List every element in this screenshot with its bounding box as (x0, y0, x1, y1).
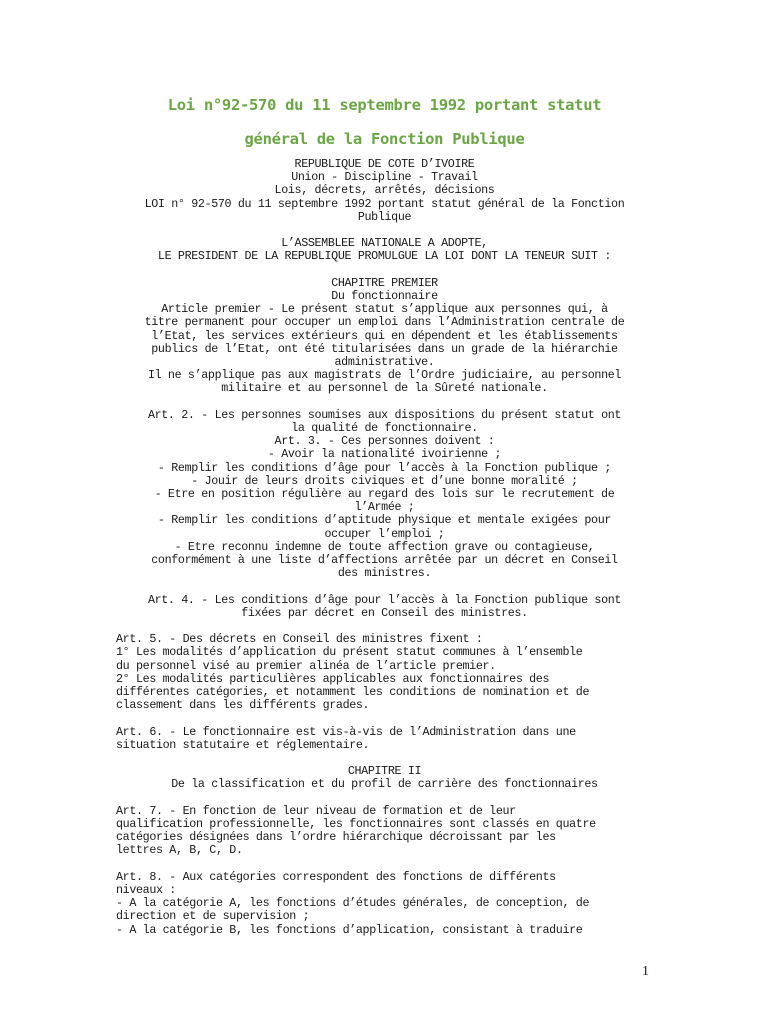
article-line: direction et de supervision ; (116, 909, 310, 924)
page-number: 1 (642, 964, 649, 979)
article-line: Il ne s’applique pas aux magistrats de l’Ordre judiciaire, au personnel (147, 368, 622, 383)
title-line-1: Loi n°92-570 du 11 septembre 1992 portant statut (167, 96, 602, 114)
article-line: fixées par décret en Conseil des ministres. (241, 605, 528, 620)
article-line: Art. 6. - Le fonctionnaire est vis-à-vis de l’Administration dans une (116, 724, 576, 739)
article-line: conformément à une liste d’affections arrêtée par un décret en Conseil (151, 553, 618, 568)
article-line: - Avoir la nationalité ivoirienne ; (267, 447, 502, 462)
article-line: Art. 7. - En fonction de leur niveau de formation et de leur (116, 803, 516, 818)
article-4 (116, 594, 653, 620)
article-line: différentes catégories, et notamment les conditions de nomination et de (116, 685, 590, 700)
header-line: Union - Discipline - Travail (291, 170, 478, 185)
article-line: Art. 3. - Ces personnes doivent : (274, 434, 495, 449)
article-8 (116, 871, 653, 937)
article-line: du personnel visé au premier alinéa de l’article premier. (116, 658, 496, 673)
article-line: - Etre en position régulière au regard des lois sur le recrutement de (154, 487, 615, 502)
article-line: - Jouir de leurs droits civiques et d’une bonne moralité ; (191, 473, 578, 488)
preamble (116, 237, 653, 263)
chapter-heading: CHAPITRE II (347, 764, 422, 779)
article-line: 1° Les modalités d’application du présent statut communes à l’ensemble (116, 645, 583, 660)
article-7 (116, 805, 653, 858)
article-6 (116, 726, 653, 752)
article-line: des ministres. (337, 566, 432, 581)
article-line: Art. 5. - Des décrets en Conseil des ministres fixent : (116, 632, 483, 647)
article-line: administrative. (334, 355, 435, 370)
article-5 (116, 633, 653, 712)
article-line: qualification professionnelle, les fonctionnaires sont classés en quatre (116, 817, 596, 832)
article-line: la qualité de fonctionnaire. (291, 421, 478, 436)
article-line: lettres A, B, C, D. (116, 843, 243, 858)
article-line: classement dans les différents grades. (116, 698, 370, 713)
document-page (116, 88, 653, 937)
article-line: titre permanent pour occuper un emploi dans l’Administration centrale de (144, 315, 625, 330)
chapter-heading: CHAPITRE PREMIER (331, 275, 438, 290)
article-line: Article premier - Le présent statut s’applique aux personnes qui, à (161, 302, 608, 317)
chapter-1 (116, 277, 653, 620)
article-line: l’Etat, les services extérieurs qui en dépendent et les établissements (151, 328, 618, 343)
header-line: REPUBLIQUE DE COTE D’IVOIRE (294, 157, 475, 171)
article-line: occuper l’emploi ; (324, 526, 445, 541)
article-line: - Remplir les conditions d’aptitude physique et mentale exigées pour (157, 513, 612, 528)
article-line: Art. 2. - Les personnes soumises aux dispositions du présent statut ont (147, 407, 622, 422)
article-line: publics de l’Etat, ont été titularisées dans un grade de la hiérarchie (151, 341, 618, 356)
preamble-line: L’ASSEMBLEE NATIONALE A ADOPTE, (281, 236, 488, 251)
chapter-subheading: Du fonctionnaire (331, 289, 438, 303)
article-line: situation statutaire et réglementaire. (116, 737, 370, 752)
chapter-2 (116, 765, 653, 791)
article-line: - A la catégorie B, les fonctions d’application, consistant à traduire (116, 922, 583, 937)
chapter-subheading: De la classification et du profil de carrière des fonctionnaires (171, 777, 598, 792)
republic-header (116, 158, 653, 224)
article-line: - Remplir les conditions d’âge pour l’accès à la Fonction publique ; (157, 460, 612, 475)
article-1 (116, 303, 653, 395)
article-line: Art. 8. - Aux catégories correspondent des fonctions de différents (116, 869, 556, 884)
header-line: LOI n° 92-570 du 11 septembre 1992 portant statut général de la Fonction (144, 196, 625, 211)
header-line: Publique (357, 209, 412, 224)
article-line: militaire et au personnel de la Sûreté nationale. (221, 381, 548, 396)
article-line: niveaux : (116, 883, 176, 898)
header-line: Lois, décrets, arrêtés, décisions (274, 183, 495, 198)
article-line: catégories désignées dans l’ordre hiérarchique décroissant par les (116, 830, 556, 845)
title-line-2: général de la Fonction Publique (244, 130, 525, 148)
article-line: - A la catégorie A, les fonctions d’études générales, de conception, de (116, 896, 590, 911)
article-line: 2° Les modalités particulières applicables aux fonctionnaires des (116, 671, 550, 686)
article-line: Art. 4. - Les conditions d’âge pour l’accès à la Fonction publique sont (147, 592, 622, 607)
article-line: - Etre reconnu indemne de toute affection grave ou contagieuse, (174, 539, 595, 554)
articles-2-3 (116, 409, 653, 581)
preamble-line: LE PRESIDENT DE LA REPUBLIQUE PROMULGUE LA LOI DONT LA TENEUR SUIT : (157, 249, 612, 264)
document-title (116, 88, 653, 156)
article-line: l’Armée ; (354, 500, 415, 515)
